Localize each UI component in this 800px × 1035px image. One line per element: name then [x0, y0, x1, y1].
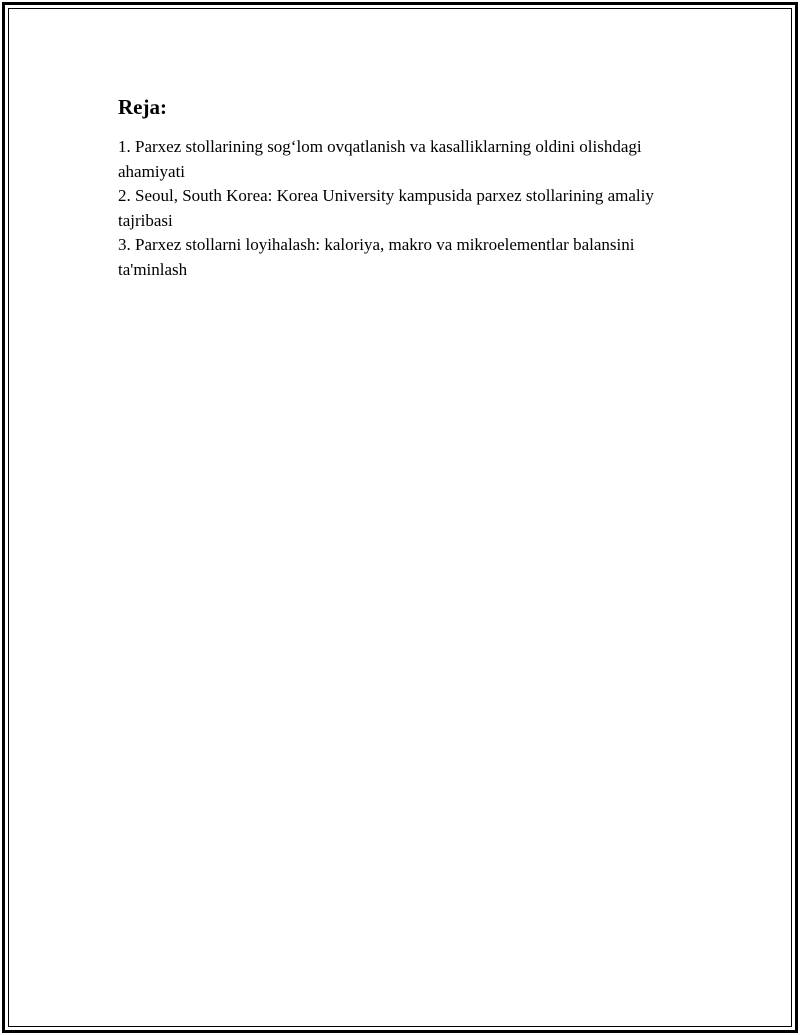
plan-list: [118, 135, 698, 282]
plan-item: 3. Parxez stollarni loyihalash: kaloriya, makro va mikroelementlar balansini ta'minlash: [118, 235, 635, 279]
plan-heading: Reja:: [118, 95, 167, 119]
plan-item: 2. Seoul, South Korea: Korea University kampusida parxez stollarining amaliy tajribasi: [118, 186, 654, 230]
plan-item: 1. Parxez stollarining sog‘lom ovqatlanish va kasalliklarning oldini olishdagi ahamiyati: [118, 137, 642, 181]
document-content: [118, 93, 698, 282]
